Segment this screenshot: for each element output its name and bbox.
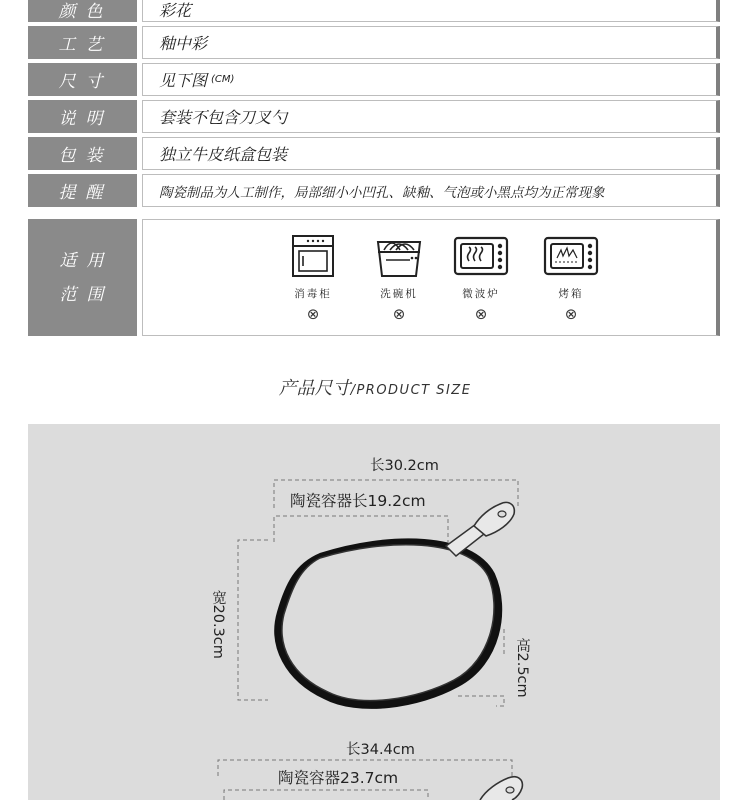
spec-value [142, 0, 720, 22]
spec-value-text: 彩花 [159, 0, 192, 20]
spec-label: 提醒 [28, 174, 137, 207]
spec-row-package [28, 137, 720, 174]
microwave-icon [453, 234, 509, 278]
spec-value-text: 陶瓷制品为人工制作，局部细小小凹孔、缺釉、气泡或小黑点均为正常现象 [159, 184, 605, 201]
spec-label: 包装 [28, 137, 137, 170]
spec-value [142, 63, 720, 96]
spec-row-craft [28, 26, 720, 63]
appliance-microwave [446, 234, 516, 323]
appliance-oven [536, 234, 606, 323]
oven-icon [543, 234, 599, 278]
spec-value-text: 套装不包含刀叉勺 [159, 108, 288, 127]
title-cn: 产品尺寸 [278, 378, 351, 399]
size-figure [28, 424, 720, 800]
spec-value-text: 独立牛皮纸盒包装 [159, 145, 288, 164]
not-allowed-icon: ⊗ [564, 305, 578, 323]
appliance-disinfection-cabinet [278, 234, 348, 323]
not-allowed-icon: ⊗ [392, 305, 406, 323]
plate2-inner-length: 陶瓷容器23.7cm [278, 769, 399, 787]
usage-label-line2: 范围 [59, 284, 114, 305]
appliance-dishwasher [364, 234, 434, 323]
appliance-name: 烤箱 [558, 288, 584, 300]
spec-value-text: 釉中彩 [159, 34, 208, 53]
spec-label: 颜色 [28, 0, 137, 22]
disinfection-cabinet-icon [290, 234, 336, 278]
spec-value [142, 100, 720, 133]
spec-label: 说明 [28, 100, 137, 133]
spec-row-reminder [28, 174, 720, 211]
usage-row [28, 219, 720, 336]
plate1-height: 高2.5cm [514, 638, 530, 698]
usage-appliances [142, 219, 720, 336]
spec-value-text: 见下图 [159, 71, 208, 90]
title-en: /PRODUCT SIZE [350, 383, 472, 398]
dishwasher-icon [374, 234, 424, 278]
plate1-inner-length: 陶瓷容器长19.2cm [290, 492, 426, 510]
spec-row-size [28, 63, 720, 100]
spec-table [28, 0, 720, 211]
spec-label: 尺寸 [28, 63, 137, 96]
plate1-length: 长30.2cm [370, 458, 439, 474]
plate1-width: 宽20.3cm [210, 590, 226, 659]
not-allowed-icon: ⊗ [474, 305, 488, 323]
spec-unit: (CM) [211, 74, 235, 85]
usage-label [28, 219, 137, 336]
usage-label-line1: 适用 [59, 250, 114, 271]
appliance-name: 微波炉 [462, 288, 500, 300]
spec-value [142, 174, 720, 207]
spec-row-color [28, 0, 720, 26]
appliance-name: 消毒柜 [294, 288, 332, 300]
not-allowed-icon: ⊗ [306, 305, 320, 323]
spec-row-note [28, 100, 720, 137]
spec-value [142, 26, 720, 59]
product-size-title [0, 374, 750, 400]
spec-value [142, 137, 720, 170]
appliance-name: 洗碗机 [380, 288, 418, 300]
spec-label: 工艺 [28, 26, 137, 59]
plate2-length: 长34.4cm [346, 742, 415, 758]
